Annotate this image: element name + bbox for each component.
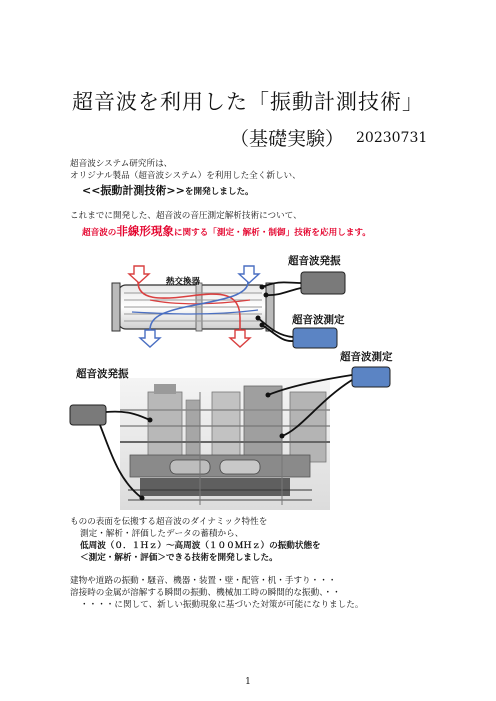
lower-measure-device [352, 367, 390, 387]
lower-oscillator-device [70, 405, 106, 425]
upper-oscillator-device [301, 272, 345, 294]
page-number: 1 [245, 677, 251, 687]
intro-line-1: 超音波システム研究所は、 [70, 159, 173, 169]
intro-line-2: オリジナル製品（超音波システム）を利用した全く新しい、 [70, 171, 301, 181]
paragraph4-line-2: 溶接時の金属が溶解する瞬間の振動、機械加工時の瞬間的な振動、・・ [70, 588, 341, 598]
paragraph3-line-2: 測定・解析・評価したデータの蓄積から、 [80, 529, 244, 539]
upper-measure-device [293, 328, 337, 348]
paragraph3-line-4: ＜測定・解析・評価＞できる技術を開発しました。 [80, 553, 278, 563]
paragraph3-line-1: ものの表面を伝搬する超音波のダイナミック特性を [70, 517, 268, 527]
heat-exchanger-label: 熱交換器 [166, 277, 201, 287]
page-title: 超音波を利用した「振動計測技術」 [72, 90, 424, 114]
paragraph2-pre: 超音波の [82, 228, 117, 238]
nonlinear-emphasis: 非線形現象 [116, 224, 174, 238]
paragraph3-line-3: 低周波（０．１Ｈｚ）～高周波（１００ＭＨｚ）の振動状態を [80, 541, 321, 551]
date: 20230731 [356, 130, 428, 146]
upper-oscillation-label: 超音波発振 [288, 255, 341, 267]
paragraph4-line-1: 建物や道路の振動・騒音、機器・装置・壁・配管・机・手すり・・・ [70, 576, 337, 586]
upper-measure-label: 超音波測定 [292, 314, 345, 326]
paragraph2-line-1: これまでに開発した、超音波の音圧測定解析技術について、 [70, 211, 302, 221]
lower-measure-label: 超音波測定 [340, 351, 393, 363]
intro-product-name: <<振動計測技術>> [82, 184, 185, 197]
plant-photo [120, 378, 330, 510]
hot-outlet-arrow [230, 330, 250, 347]
lower-oscillation-label: 超音波発振 [76, 368, 129, 380]
page-subtitle: （基礎実験） [230, 128, 345, 150]
hot-inlet-arrow [129, 266, 149, 283]
paragraph4-line-3: ・・・・に関して、新しい振動現象に基づいた対策が可能になりました。 [80, 600, 364, 610]
cold-outlet-arrow [140, 330, 160, 347]
intro-line-3-rest: を開発しました。 [184, 187, 254, 197]
heat-exchanger [112, 282, 274, 338]
cold-inlet-arrow [239, 266, 259, 283]
paragraph2-post: に関する「測定・解析・制御」技術を応用します。 [173, 228, 371, 238]
